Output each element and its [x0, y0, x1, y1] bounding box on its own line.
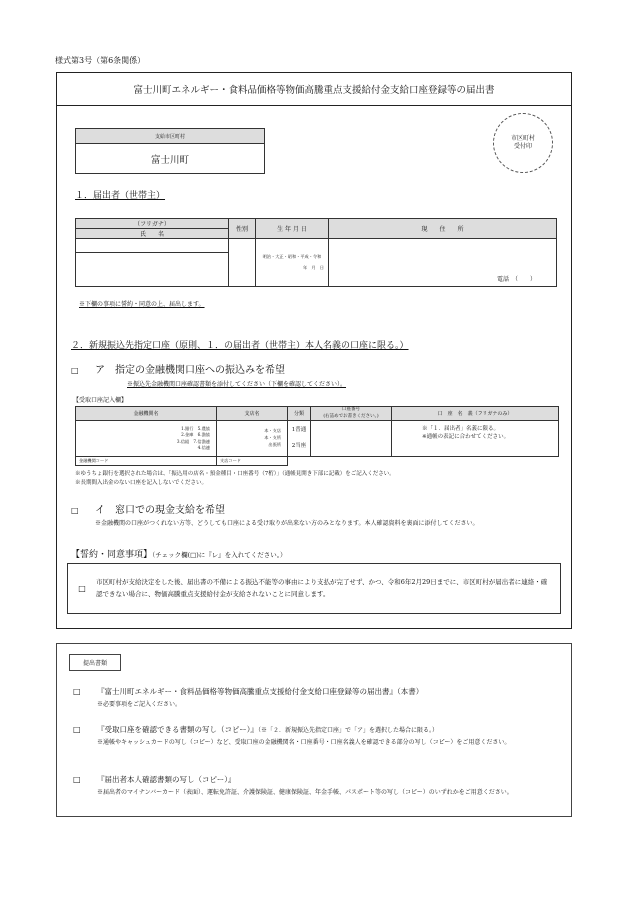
form-number: 様式第3号（第6条関係） — [55, 56, 146, 65]
branch-code-label: 支店コード — [220, 458, 241, 463]
form-title: 富士川町エネルギー・食料品価格等物価高騰重点支援給付金支給口座登録等の届出書 — [57, 73, 571, 106]
option-a-checkbox[interactable]: □ — [71, 366, 79, 375]
submission-header: 提出書類 — [69, 654, 121, 671]
account-header-sub: (右詰めでお書きください。) — [323, 413, 379, 419]
doc-item-3-checkbox[interactable]: □ — [73, 775, 81, 784]
address-input[interactable] — [329, 239, 557, 287]
doc-item-3 — [73, 774, 563, 797]
account-number-input[interactable] — [311, 421, 392, 457]
submission-docs-box — [56, 643, 572, 817]
doc-item-2 — [73, 724, 563, 747]
address-label: 現 住 所 — [329, 219, 557, 239]
stamp-line2: 受付印 — [513, 143, 532, 150]
birthdate-input[interactable] — [256, 239, 329, 287]
pledge-box — [67, 563, 561, 614]
stamp-line1: 市区町村 — [510, 134, 535, 142]
doc-item-2-note: ※通帳やキャッシュカードの写し（コピー）など、受取口座の金融機関名・口座番号・口座名義人を確認できる部分の写し（コピー）をご用意ください。 — [97, 739, 511, 746]
account-number-header — [311, 407, 392, 421]
type-header: 分類 — [288, 407, 311, 421]
yucho-note: ※ゆうちょ銀行を選択された場合は、「振込用の店名・預金種目・口座番号（7桁）」（通帳見開き下部に記載）をご記入ください。 — [75, 471, 395, 477]
branch-input[interactable] — [217, 421, 288, 457]
pledge-instruction: （チェック欄(□)に『レ』を入れてください。） — [152, 551, 287, 559]
doc-item-2-condition: （※「２．新規振込先指定口座」で「ア」を選択した場合に限る。） — [257, 727, 438, 734]
holder-note: ※「１．届出者」名義に限る。 ※通帳の表記に合わせてください。 — [422, 426, 510, 441]
name-label: 氏 名 — [76, 229, 229, 239]
account-header-label: 口座番号 — [342, 407, 360, 413]
section2-heading: ２．新規振込先指定口座（原則、１．の届出者（世帯主）本人名義の口座に限る。） — [71, 341, 409, 351]
branch-header: 支店名 — [217, 407, 288, 421]
holder-header: 口 座 名 義（フリガナのみ） — [392, 407, 559, 421]
type-input[interactable] — [288, 421, 311, 457]
bank-code-label: 金融機関コード — [79, 458, 109, 463]
bank-name-header: 金融機関名 — [76, 407, 217, 421]
section1-heading: １．届出者（世帯主） — [75, 191, 166, 201]
longterm-note: ※長期間入出金のない口座を記入しないでください。 — [75, 479, 208, 486]
gender-input[interactable] — [229, 239, 256, 287]
municipality-header: 支給市区町村 — [76, 129, 264, 144]
branch-kinds: 本・支店 本・支所 出張所 — [264, 428, 281, 447]
consent-note: ※下欄の事項に誓約・同意の上、届出します。 — [79, 301, 205, 308]
bank-code-cell[interactable] — [76, 457, 217, 466]
option-a-note: ※振込先金融機関口座確認書類を添付してください（下欄を確認してください）。 — [127, 381, 347, 388]
bank-table — [75, 406, 559, 466]
doc-item-1-title: 『富士川町エネルギー・食料品価格等物価高騰重点支援給付金支給口座登録等の届出書』（本書） — [97, 687, 424, 696]
gender-label: 性別 — [229, 219, 256, 239]
bank-notes — [75, 470, 395, 487]
doc-item-1-checkbox[interactable]: □ — [73, 687, 81, 696]
birthdate-label: 生 年 月 日 — [256, 219, 329, 239]
ymd-label: 年 月 日 — [303, 264, 324, 270]
receiving-account-label: 【受取口座記入欄】 — [73, 397, 128, 404]
type-ordinary: 1普通 — [291, 427, 307, 434]
option-b-note: ※金融機関の口座がつくれない方等、どうしても口座による受け取りが出来ない方のみとなります。本人確認資料を裏面に添付してください。 — [95, 520, 479, 527]
option-b[interactable] — [71, 501, 225, 516]
pledge-text: 市区町村が支給決定をした後、届出書の不備による振込不能等の事由により支払が完了せず、かつ、令和6年2月29日までに、市区町村が届出者に連絡・確認できない場合に、物価高騰重点支援給付金が支給されないことに同意します。 — [96, 578, 548, 598]
doc-item-2-title: 『受取口座を確認できる書類の写し（コピー）』 — [97, 725, 258, 734]
filer-table — [75, 218, 557, 287]
option-a[interactable] — [71, 361, 285, 376]
doc-item-1 — [73, 686, 563, 709]
pledge-checkbox[interactable]: □ — [78, 583, 86, 593]
reception-stamp — [493, 113, 553, 173]
doc-item-3-note: ※届出者のマイナンバーカード（表面）、運転免許証、介護保険証、健康保険証、年金手帳、パスポート等の写し（コピー）のいずれかをご用意ください。 — [97, 789, 513, 796]
name-input[interactable] — [76, 253, 229, 287]
era-options: 明治・大正・昭和・平成・令和 — [262, 253, 322, 259]
branch-code-cell[interactable] — [217, 457, 288, 466]
form-frame — [56, 72, 572, 629]
municipality-value: 富士川町 — [150, 155, 189, 166]
doc-item-1-note: ※必要事項をご記入ください。 — [97, 701, 182, 708]
furigana-input[interactable] — [76, 239, 229, 253]
doc-item-2-checkbox[interactable]: □ — [73, 725, 81, 734]
option-a-label: ア 指定の金融機関口座への振込みを希望 — [95, 365, 285, 376]
bank-kinds: 1.銀行 5.農協 2.金庫 6.漁協 3.信組 7.信漁連 4.信連 — [176, 425, 210, 450]
doc-item-3-title: 『届出者本人確認書類の写し（コピー）』 — [97, 775, 236, 784]
pledge-title: 【誓約・同意事項】 — [71, 550, 153, 560]
furigana-label: （フリガナ） — [76, 219, 229, 229]
type-current: 2当座 — [291, 442, 307, 449]
bank-name-input[interactable] — [76, 421, 217, 457]
option-b-checkbox[interactable]: □ — [71, 506, 79, 515]
option-b-label: イ 窓口での現金支給を希望 — [95, 505, 225, 516]
phone-label: 電話 （ ） — [496, 276, 536, 283]
holder-input[interactable] — [392, 421, 559, 457]
municipality-box — [75, 128, 265, 174]
pledge-heading — [71, 547, 287, 560]
